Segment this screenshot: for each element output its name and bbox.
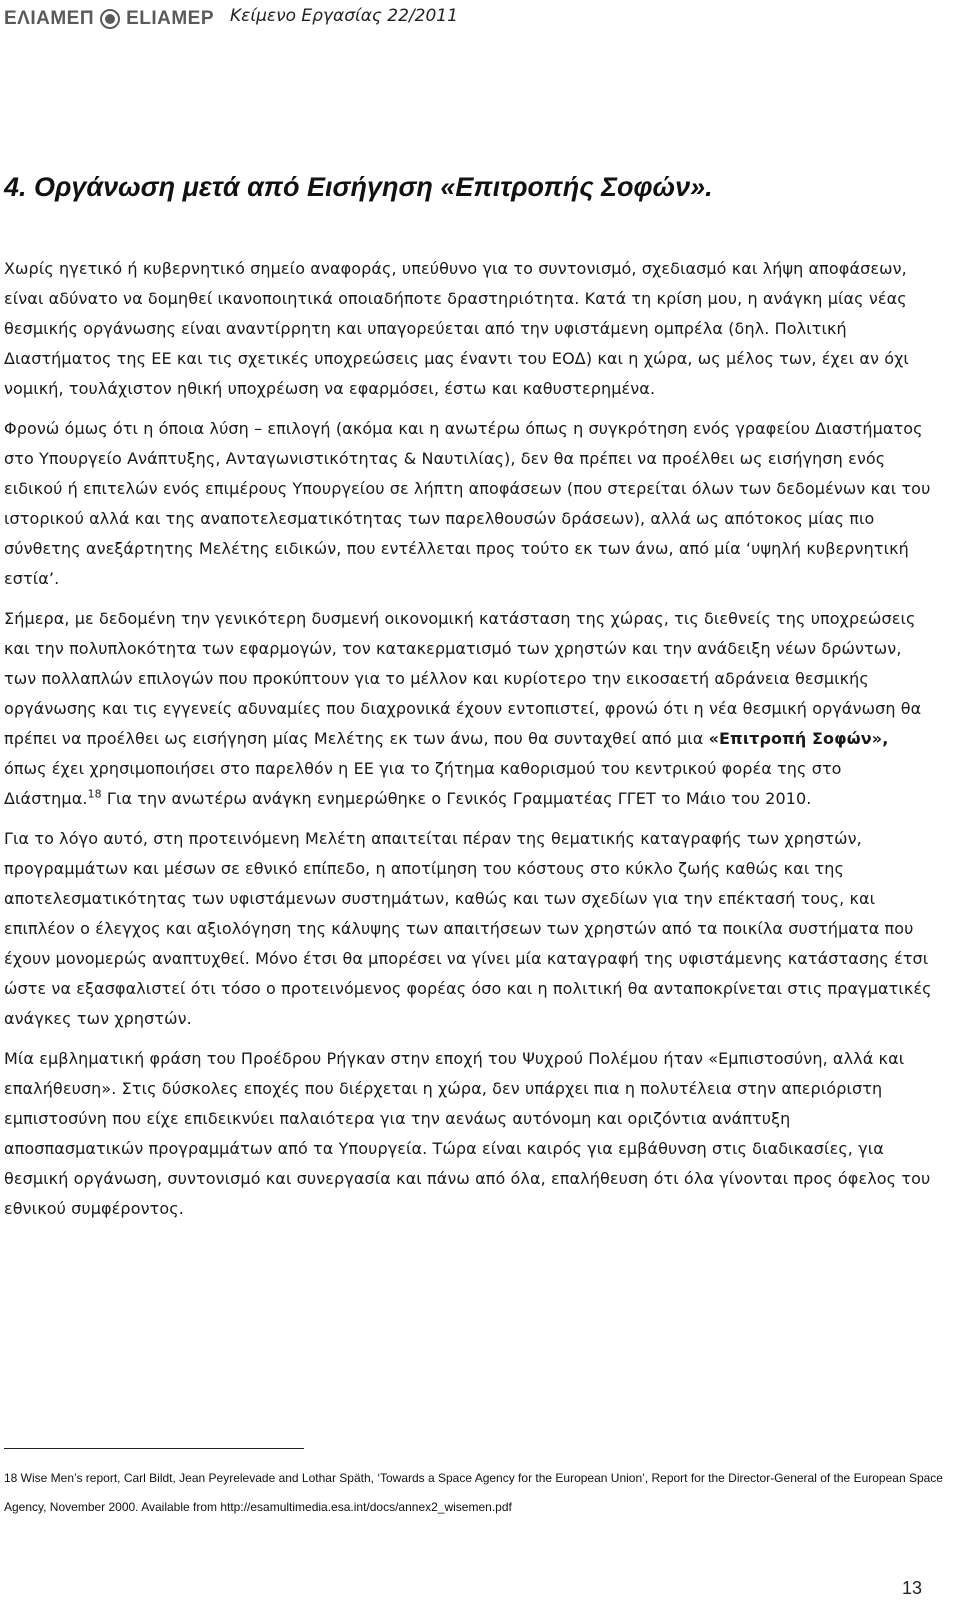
paragraph-4: Για το λόγο αυτό, στη προτεινόμενη Μελέτη απαιτείται πέραν της θεματικής καταγραφής των χρηστών, προγραμμάτων και μέσων σε εθνικό επίπεδο, η αποτίμηση του κόστους στο κύκλο ζωής καθώς και της αποτελεσματικότητας των υφιστάμενων συστημάτων, καθώς και των σχεδίων για την επέκτασή τους, και επιπλέον ο έλεγχος και αξιολόγηση της κάλυψης των απαιτήσεων των χρηστών από τα ποικίλα συστήματα που έχουν μονομερώς αναπτυχθεί. Μόνο έτσι θα μπορέσει να γίνει μία καταγραφή της υφιστάμενης κατάστασης έτσι ώστε να εξασφαλιστεί ότι τόσο ο προτεινόμενος φορέας όσο και η πολιτική θα ανταποκρίνεται στις πραγματικές ανάγκες των χρηστών. xyxy=(4,829,932,1028)
committee-of-wise-men-bold: «Επιτροπή Σοφών», xyxy=(708,729,889,748)
header-title: Κείμενο Εργασίας 22/2011 xyxy=(230,6,458,26)
footnote-18: 18 Wise Men’s report, Carl Bildt, Jean Peyrelevade and Lothar Späth, ‘Towards a Space Agency for the European Union’, Report for the Director-General of the European Space Agency, November 2000. Available from http://esamultimedia.esa.int/docs/annex2_wisemen.pdf xyxy=(4,1471,943,1514)
section-title: 4. Οργάνωση μετά από Εισήγηση «Επιτροπής Σοφών». xyxy=(4,172,713,202)
page-number: 13 xyxy=(901,1578,922,1598)
header-logo xyxy=(4,4,214,34)
paragraph-3-text-a: Σήμερα, με δεδομένη την γενικότερη δυσμενή οικονομική κατάσταση της χώρας, τις διεθνείς της υποχρεώσεις και την πολυπλοκότητα των εφαρμογών, τον κατακερματισμό των χρηστών και την ανάδειξη νέων δρώντων, των πολλαπλών επιλογών που προκύπτουν για το μέλλον και κυρίοτερο την εικοσαετή αδράνεια θεσμικής οργάνωσης και τις εγγενείς αδυναμίες που διαχρονικά έχουν εντοπιστεί, φρονώ ότι η νέα θεσμική οργάνωση θα πρέπει να προέλθει ως εισήγηση μίας Μελέτης εκ των άνω, που θα συνταχθεί από μια xyxy=(4,609,922,748)
footnote-reference[interactable]: 18 xyxy=(87,787,102,801)
eliamep-logo-icon xyxy=(100,9,120,29)
paragraph-1: Χωρίς ηγετικό ή κυβερνητικό σημείο αναφοράς, υπεύθυνο για το συντονισμό, σχεδιασμό και λήψη αποφάσεων, είναι αδύνατο να δομηθεί ικανοποιητικά οποιαδήποτε δραστηριότητα. Κατά τη κρίση μου, η ανάγκη μίας νέας θεσμικής οργάνωσης είναι αναντίρρητη και υπαγορεύεται από την υφιστάμενη ομπρέλα (δηλ. Πολιτική Διαστήματος της ΕΕ και τις σχετικές υποχρεώσεις μας έναντι του ΕΟΔ) και η χώρα, ως μέλος των, έχει αν όχι νομική, τουλάχιστον ηθική υποχρέωση να εφαρμόσει, έστω και καθυστερημένα. xyxy=(4,259,909,398)
logo-text-greek: ΕΛΙΑΜΕΠ xyxy=(4,8,95,29)
paragraph-5: Μία εμβληματική φράση του Προέδρου Ρήγκαν στην εποχή του Ψυχρού Πολέμου ήταν «Εμπιστοσύνη, αλλά και επαλήθευση». Στις δύσκολες εποχές που διέρχεται η χώρα, δεν υπάρχει πια η πολυτέλεια στην απεριόριστη εμπιστοσύνη που είχε επιδεικνύει παλαιότερα για την αενάως αυτόνομη και οριζόντια ανάπτυξη αποσπασματικών προγραμμάτων από τα Υπουργεία. Τώρα είναι καιρός για εμβάθυνση στις διαδικασίες, για θεσμική οργάνωση, συντονισμό και συνεργασία και πάνω από όλα, επαλήθευση ότι όλα γίνονται προς όφελος του εθνικού συμφέροντος. xyxy=(4,1049,931,1218)
paragraph-3-text-c: Για την ανωτέρω ανάγκη ενημερώθηκε ο Γενικός Γραμματέας ΓΓΕΤ το Μάιο του 2010. xyxy=(101,789,812,808)
paragraph-2: Φρονώ όμως ότι η όποια λύση – επιλογή (ακόμα και η ανωτέρω όπως η συγκρότηση ενός γραφείου Διαστήματος στο Υπουργείο Ανάπτυξης, Ανταγωνιστικότητας & Ναυτιλίας), δεν θα πρέπει να προέλθει ως εισήγηση ενός ειδικού ή επιτελών ενός επιμέρους Υπουργείου σε λήπτη αποφάσεων (που στερείται όλων των δεδομένων και του ιστορικού αλλά και της αναποτελεσματικότητας των παρελθουσών δράσεων), αλλά ως απότοκος μίας πιο σύνθετης ανεξάρτητης Μελέτης ειδικών, που εντέλλεται προς τούτο εκ των άνω, από μία ‘υψηλή κυβερνητική εστία’. xyxy=(4,419,931,588)
footnote-divider xyxy=(4,1448,304,1449)
paragraph-3-text-b: όπως έχει χρησιμοποιήσει στο παρελθόν η ΕΕ για το ζήτημα καθορισμού του κεντρικού φορέα της στο Διάστημα. xyxy=(4,759,842,808)
logo-text-latin: ELIAMEP xyxy=(126,8,215,29)
paragraph-3 xyxy=(4,604,934,814)
body-text xyxy=(4,254,934,1234)
